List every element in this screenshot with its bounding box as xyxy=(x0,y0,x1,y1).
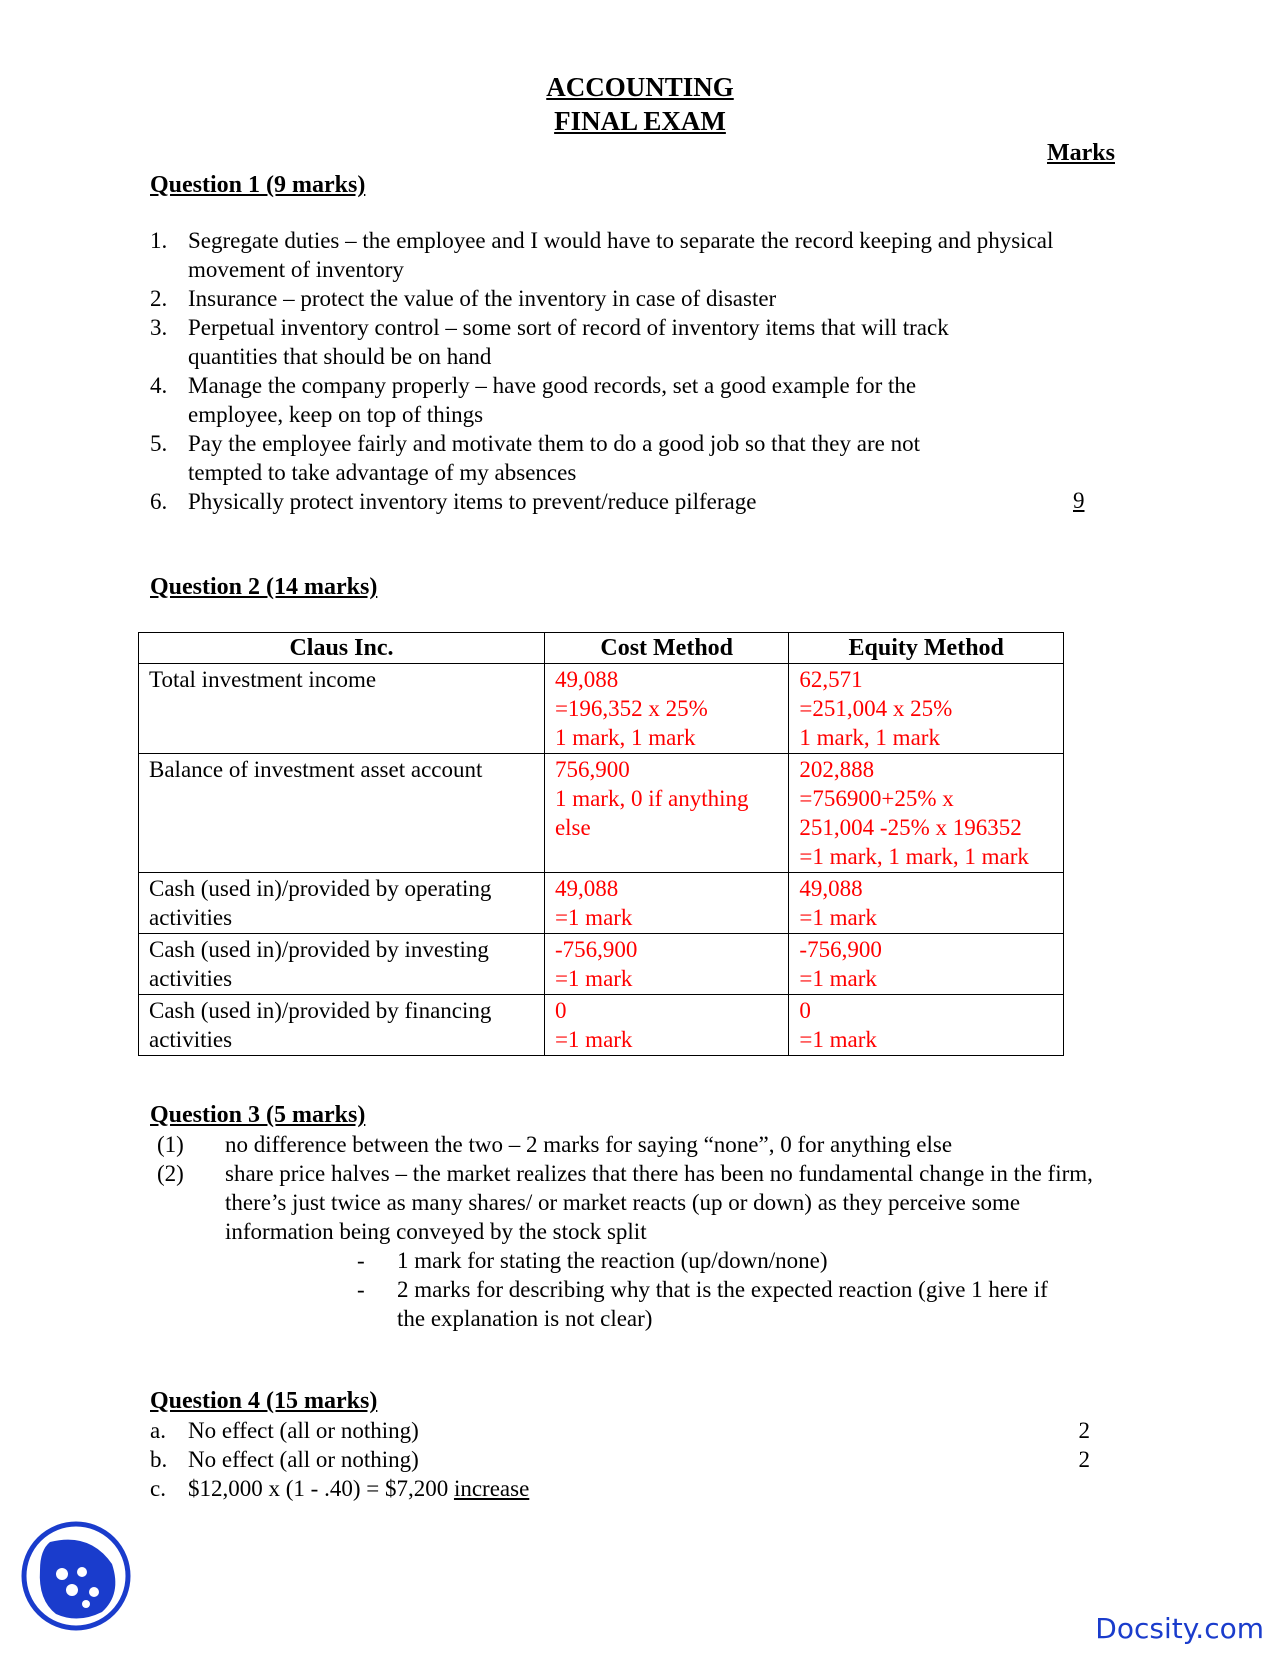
table-row xyxy=(139,664,1064,754)
cost-cell xyxy=(544,873,788,934)
cell-line: 756,900 xyxy=(554,757,630,782)
q3-list xyxy=(157,1130,1117,1333)
cost-cell xyxy=(544,664,788,754)
item-text: share price halves – the market realizes that there has been no fundamental change in the firm, there’s just twice as many shares/ or market reacts (up or down) as they perceive some information being conveyed by the stock split xyxy=(225,1161,1093,1244)
q1-list xyxy=(150,226,1070,516)
equity-cell xyxy=(789,873,1064,934)
item-number: 1. xyxy=(150,228,168,253)
q2-heading: Question 2 (14 marks) xyxy=(150,574,378,600)
row-label: Cash (used in)/provided by investing activities xyxy=(139,934,545,995)
dash: - xyxy=(357,1277,365,1302)
table-row xyxy=(139,934,1064,995)
cell-line: =1 mark xyxy=(799,1027,877,1052)
item-mark: 2 xyxy=(1078,1447,1090,1472)
list-item xyxy=(157,1130,1117,1159)
cell-line: 49,088 xyxy=(554,667,619,692)
equity-cell xyxy=(789,995,1064,1056)
cost-cell xyxy=(544,995,788,1056)
item-text: Pay the employee fairly and motivate them to do a good job so that they are not tempted to take advantage of my absences xyxy=(188,431,920,485)
row-label: Cash (used in)/provided by operating activities xyxy=(139,873,545,934)
item-text: No effect (all or nothing) xyxy=(188,1418,419,1443)
list-item xyxy=(150,1474,1090,1503)
col-header: Claus Inc. xyxy=(139,633,545,664)
item-mark xyxy=(1060,1474,1090,1503)
item-text-underlined: increase xyxy=(453,1476,530,1501)
item-number: (1) xyxy=(157,1132,184,1157)
cell-line: =251,004 x 25% xyxy=(799,696,953,721)
equity-cell xyxy=(789,754,1064,873)
item-mark: 2 xyxy=(1078,1418,1090,1443)
q4-heading: Question 4 (15 marks) xyxy=(150,1388,378,1414)
item-number: 4. xyxy=(150,373,168,398)
row-label: Total investment income xyxy=(139,664,545,754)
item-text: no difference between the two – 2 marks for saying “none”, 0 for anything else xyxy=(225,1132,953,1157)
cell-line: =756900+25% x xyxy=(799,786,954,811)
q4-list xyxy=(150,1416,1090,1503)
item-text: Segregate duties – the employee and I would have to separate the record keeping and physical movement of inventory xyxy=(188,228,1054,282)
item-text xyxy=(188,1474,1060,1503)
item-number: 2. xyxy=(150,286,168,311)
docsity-brand-link[interactable]: Docsity.com xyxy=(1095,1612,1264,1645)
cell-line: 0 xyxy=(554,998,567,1023)
list-item xyxy=(150,313,1070,371)
q1-heading: Question 1 (9 marks) xyxy=(150,172,366,198)
q3-heading: Question 3 (5 marks) xyxy=(150,1102,366,1128)
list-item xyxy=(150,429,1070,487)
equity-cell xyxy=(789,934,1064,995)
table-header-row xyxy=(139,633,1064,664)
list-item xyxy=(150,226,1070,284)
item-text: Perpetual inventory control – some sort of record of inventory items that will track quantities that should be on hand xyxy=(188,315,949,369)
item-text: Manage the company properly – have good records, set a good example for the employee, keep on top of things xyxy=(188,373,917,427)
cell-line: 1 mark, 1 mark xyxy=(799,725,940,750)
sub-item xyxy=(357,1246,1117,1275)
list-item xyxy=(150,371,1070,429)
col-header: Equity Method xyxy=(789,633,1064,664)
item-text-pre: $12,000 x (1 - .40) = $7,200 xyxy=(188,1476,454,1501)
item-number: 5. xyxy=(150,431,168,456)
q2-table xyxy=(138,632,1064,1056)
item-letter: c. xyxy=(150,1476,166,1501)
cell-line: 1 mark, 0 if anything xyxy=(554,786,749,811)
cell-line: 62,571 xyxy=(799,667,863,692)
item-text: No effect (all or nothing) xyxy=(188,1447,419,1472)
item-number: 3. xyxy=(150,315,168,340)
cell-line: 0 xyxy=(799,998,811,1023)
item-number: (2) xyxy=(157,1161,184,1186)
list-item xyxy=(150,1445,1090,1474)
list-item xyxy=(150,487,1070,516)
table-row xyxy=(139,995,1064,1056)
item-text: 1 mark for stating the reaction (up/down/none) xyxy=(397,1248,828,1273)
doc-title-line1: ACCOUNTING xyxy=(546,72,734,102)
equity-cell xyxy=(789,664,1064,754)
dash: - xyxy=(357,1248,365,1273)
cell-line: -756,900 xyxy=(554,937,638,962)
docsity-logo-icon xyxy=(20,1520,132,1632)
list-item xyxy=(150,1416,1090,1445)
cost-cell xyxy=(544,754,788,873)
cell-line: =1 mark, 1 mark, 1 mark xyxy=(799,844,1029,869)
q1-total-mark: 9 xyxy=(1073,488,1085,513)
table-row xyxy=(139,873,1064,934)
cell-line: =1 mark xyxy=(554,966,633,991)
item-letter: b. xyxy=(150,1447,168,1472)
item-number: 6. xyxy=(150,489,168,514)
cell-line: -756,900 xyxy=(799,937,882,962)
col-header: Cost Method xyxy=(544,633,788,664)
row-label: Balance of investment asset account xyxy=(139,754,545,873)
cell-line: =1 mark xyxy=(554,905,633,930)
list-item xyxy=(157,1159,1117,1246)
item-text: 2 marks for describing why that is the expected reaction (give 1 here if the explanation is not clear) xyxy=(397,1277,1048,1331)
cost-cell xyxy=(544,934,788,995)
marks-column-header: Marks xyxy=(1047,140,1115,166)
cell-line: =1 mark xyxy=(799,905,877,930)
cell-line: =196,352 x 25% xyxy=(554,696,708,721)
cell-line: =1 mark xyxy=(554,1027,633,1052)
cell-line: 1 mark, 1 mark xyxy=(554,725,696,750)
row-label: Cash (used in)/provided by financing activities xyxy=(139,995,545,1056)
doc-title-line2: FINAL EXAM xyxy=(554,106,726,136)
item-letter: a. xyxy=(150,1418,166,1443)
cell-line: 251,004 -25% x 196352 xyxy=(799,815,1022,840)
table-row xyxy=(139,754,1064,873)
item-text: Physically protect inventory items to prevent/reduce pilferage xyxy=(188,489,757,514)
cell-line: 49,088 xyxy=(554,876,619,901)
cell-line: =1 mark xyxy=(799,966,877,991)
cell-line: 202,888 xyxy=(799,757,875,782)
list-item xyxy=(150,284,1070,313)
item-text: Insurance – protect the value of the inventory in case of disaster xyxy=(188,286,777,311)
cell-line: else xyxy=(554,815,591,840)
cell-line: 49,088 xyxy=(799,876,863,901)
sub-item xyxy=(357,1275,1117,1333)
